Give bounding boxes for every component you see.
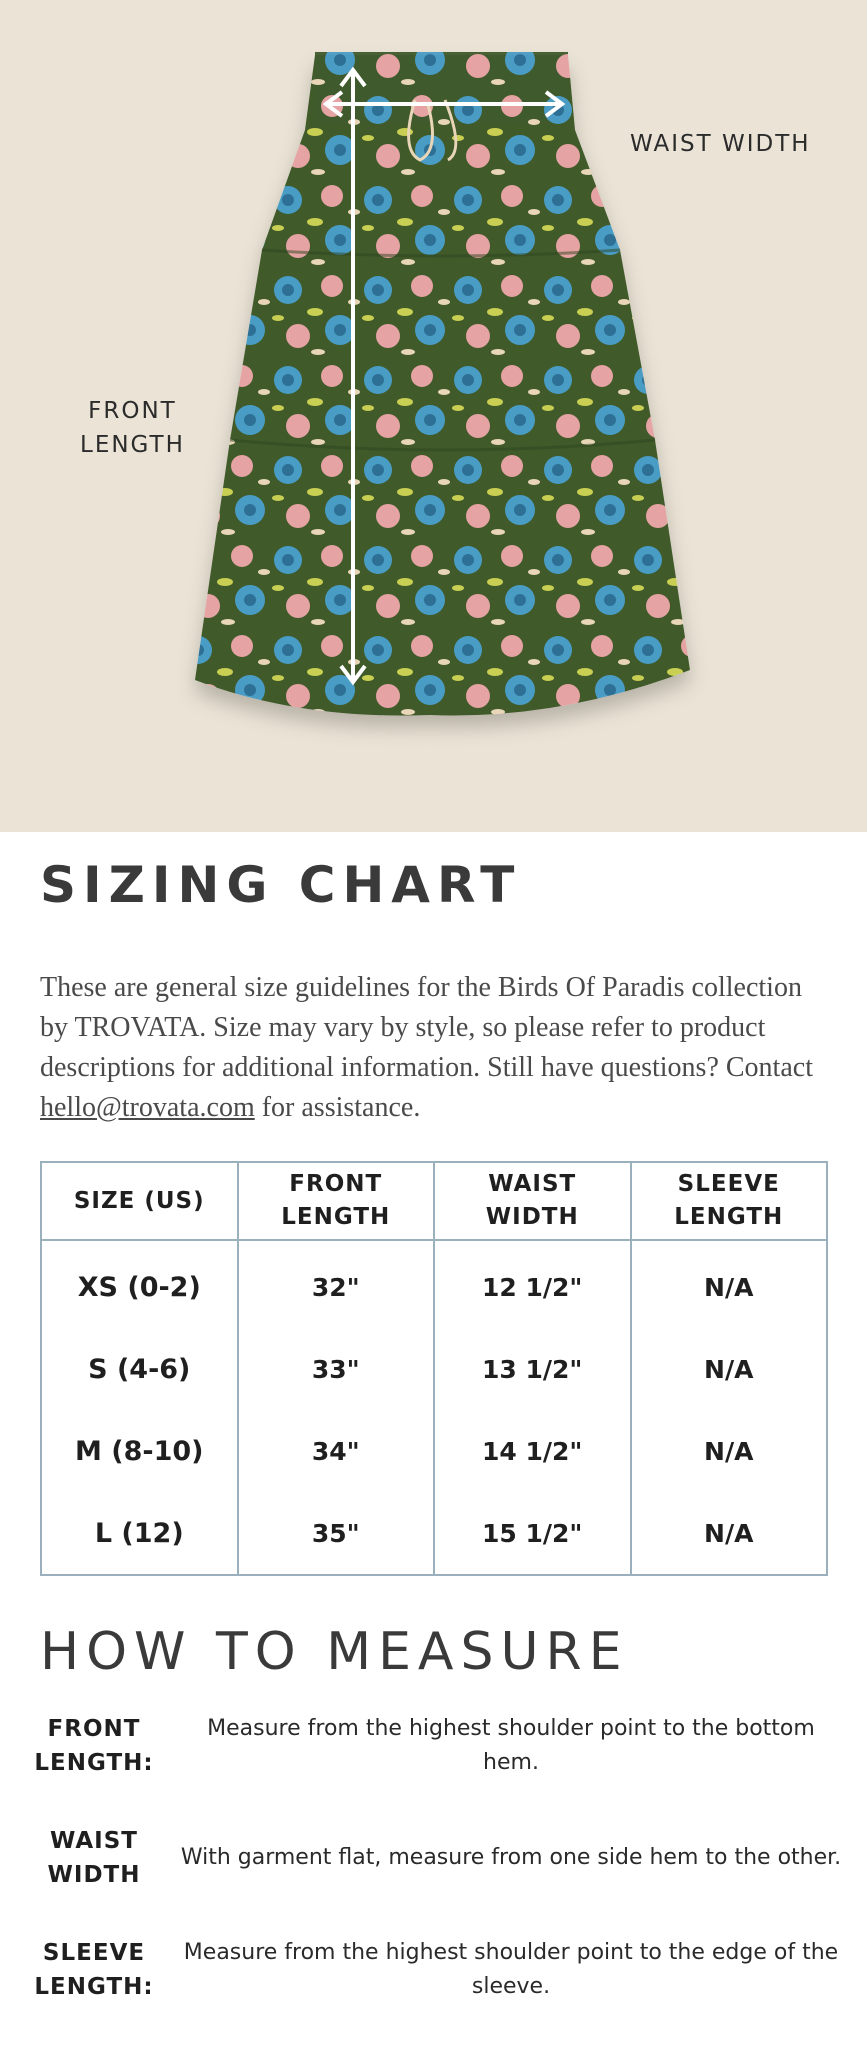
cell-waist-width: 13 1/2": [434, 1328, 631, 1410]
table-row: [41, 1240, 827, 1328]
measure-term-line2: WIDTH: [47, 1862, 141, 1888]
front-length-label-line2: LENGTH: [80, 432, 185, 458]
measure-item-waist-width: [24, 1824, 844, 1892]
how-to-measure-title: HOW TO MEASURE: [40, 1622, 629, 1682]
table-row: [41, 1328, 827, 1410]
measure-term: [24, 1712, 164, 1780]
measure-item-front-length: [24, 1712, 844, 1780]
cell-size: XS (0-2): [41, 1240, 238, 1328]
header-sleeve-length: SLEEVE LENGTH: [631, 1162, 828, 1240]
cell-size: S (4-6): [41, 1328, 238, 1410]
measure-description: With garment flat, measure from one side hem to the other.: [180, 1845, 842, 1870]
cell-waist-width: 14 1/2": [434, 1410, 631, 1492]
cell-waist-width: 12 1/2": [434, 1240, 631, 1328]
sizing-chart-title: SIZING CHART: [40, 856, 522, 914]
header-size: SIZE (US): [41, 1162, 238, 1240]
measure-term-line1: FRONT: [47, 1716, 141, 1742]
cell-sleeve-length: N/A: [631, 1240, 828, 1328]
measure-term: [24, 1824, 164, 1892]
table-row: [41, 1410, 827, 1492]
cell-sleeve-length: N/A: [631, 1328, 828, 1410]
header-front-length: FRONT LENGTH: [238, 1162, 435, 1240]
measure-term: [24, 1936, 164, 2004]
waist-width-label: WAIST WIDTH: [630, 131, 811, 157]
contact-email-link[interactable]: hello@trovata.com: [40, 1092, 255, 1123]
product-image-area: [0, 0, 867, 832]
cell-front-length: 34": [238, 1410, 435, 1492]
measure-term-line2: LENGTH:: [34, 1974, 154, 2000]
cell-sleeve-length: N/A: [631, 1410, 828, 1492]
table-row: [41, 1492, 827, 1575]
table-header-row: [41, 1162, 827, 1240]
intro-text: These are general size guidelines for the Birds Of Paradis collection by TROVATA. Size may vary by style, so please refer to product descriptions for additional information. Still have questions? Contact: [40, 972, 813, 1083]
cell-waist-width: 15 1/2": [434, 1492, 631, 1575]
front-length-label: [80, 394, 185, 462]
measure-term-line2: LENGTH:: [34, 1750, 154, 1776]
cell-front-length: 35": [238, 1492, 435, 1575]
front-length-label-line1: FRONT: [88, 398, 177, 424]
measure-item-sleeve-length: [24, 1936, 844, 2004]
cell-size: L (12): [41, 1492, 238, 1575]
cell-sleeve-length: N/A: [631, 1492, 828, 1575]
measure-term-line1: SLEEVE: [42, 1940, 146, 1966]
size-table: [40, 1161, 828, 1576]
header-waist-width: WAIST WIDTH: [434, 1162, 631, 1240]
sizing-intro: [40, 968, 830, 1128]
measure-description: Measure from the highest shoulder point to the bottom hem.: [207, 1716, 815, 1775]
intro-suffix: for assistance.: [254, 1092, 421, 1123]
cell-front-length: 33": [238, 1328, 435, 1410]
cell-size: M (8-10): [41, 1410, 238, 1492]
measure-term-line1: WAIST: [50, 1828, 138, 1854]
measure-description: Measure from the highest shoulder point to the edge of the sleeve.: [183, 1940, 839, 1999]
cell-front-length: 32": [238, 1240, 435, 1328]
